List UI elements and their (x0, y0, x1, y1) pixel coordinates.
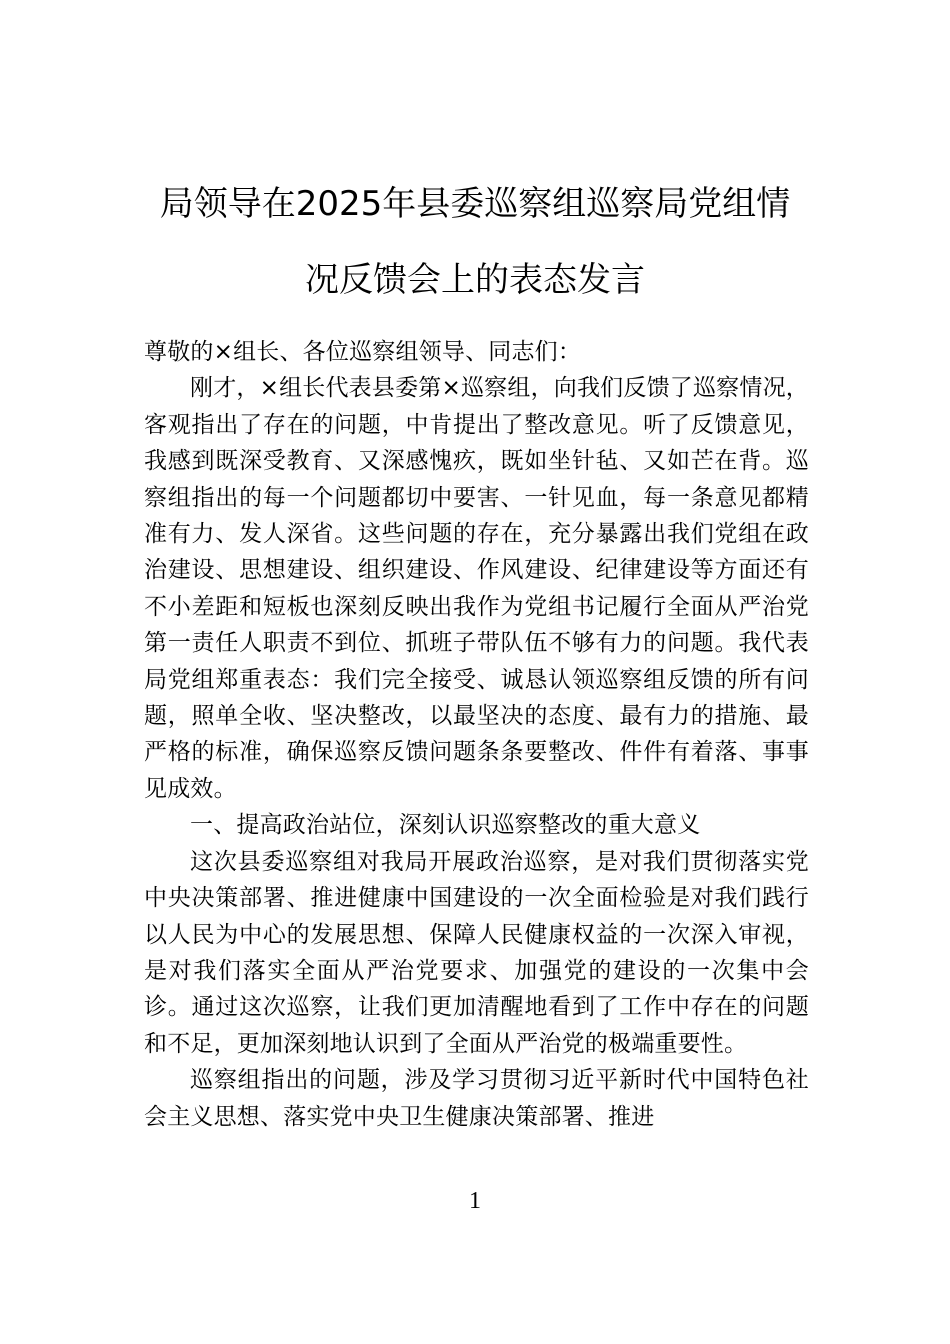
document-body (144, 334, 809, 1135)
paragraph-3: 巡察组指出的问题，涉及学习贯彻习近平新时代中国特色社会主义思想、落实党中央卫生健康决策部署、推进 (144, 1067, 809, 1130)
salutation: 尊敬的×组长、各位巡察组领导、同志们： (144, 339, 582, 365)
document-title (120, 166, 830, 318)
title-line-1: 局领导在2025年县委巡察组巡察局党组情 (159, 184, 791, 224)
title-line-2: 况反馈会上的表态发言 (305, 260, 645, 300)
page-number: 1 (469, 1188, 481, 1214)
paragraph-1: 刚才，×组长代表县委第×巡察组，向我们反馈了巡察情况，客观指出了存在的问题，中肯提出了整改意见。听了反馈意见，我感到既深受教育、又深感愧疚，既如坐针毡、又如芒在背。巡察组指出的每一个问题都切中要害、一针见血，每一条意见都精准有力、发人深省。这些问题的存在，充分暴露出我们党组在政治建设、思想建设、组织建设、作风建设、纪律建设等方面还有不小差距和短板也深刻反映出我作为党组书记履行全面从严治党第一责任人职责不到位、抓班子带队伍不够有力的问题。我代表局党组郑重表态：我们完全接受、诚恳认领巡察组反馈的所有问题，照单全收、坚决整改，以最坚决的态度、最有力的措施、最严格的标准，确保巡察反馈问题条条要整改、件件有着落、事事见成效。 (144, 375, 809, 802)
paragraph-2: 这次县委巡察组对我局开展政治巡察，是对我们贯彻落实党中央决策部署、推进健康中国建设的一次全面检验是对我们践行以人民为中心的发展思想、保障人民健康权益的一次深入审视，是对我们落实全面从严治党要求、加强党的建设的一次集中会诊。通过这次巡察，让我们更加清醒地看到了工作中存在的问题和不足，更加深刻地认识到了全面从严治党的极端重要性。 (144, 848, 809, 1057)
section-heading-1: 一、提高政治站位，深刻认识巡察整改的重大意义 (190, 812, 701, 839)
